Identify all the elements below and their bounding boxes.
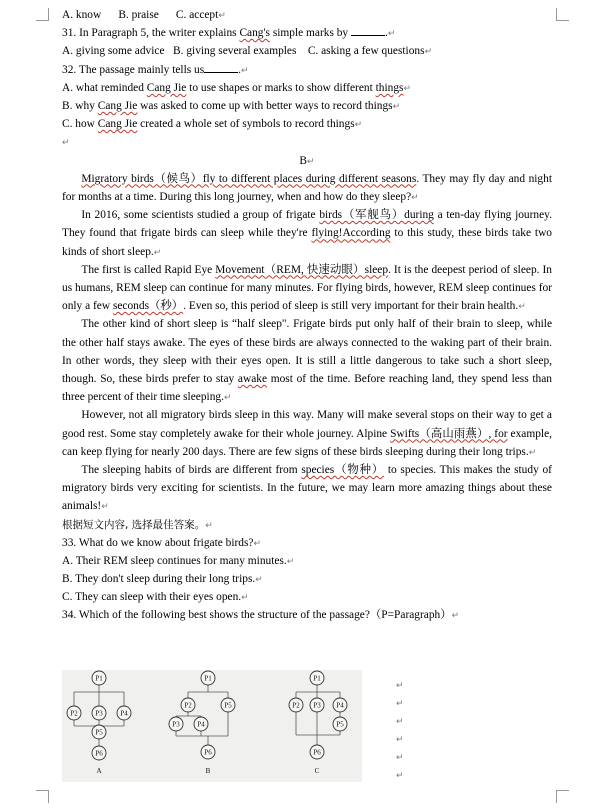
diagram-c-label-p5: P5 — [336, 720, 344, 729]
diagram-b-label-p3: P3 — [172, 720, 180, 729]
diagram-a-caption: A — [96, 767, 102, 775]
diagram-b-label-p5: P5 — [224, 701, 232, 710]
q32-option-a: A. what reminded Cang Jie to use shapes or marks to show different things↵ — [62, 81, 412, 94]
empty-line: ↵ — [62, 137, 70, 148]
q32-stem: 32. The passage mainly tells us .↵ — [62, 63, 249, 76]
diagram-a-label-p5: P5 — [95, 728, 103, 737]
diagram-b-label-p6: P6 — [204, 748, 212, 757]
paragraph-6: The sleeping habits of birds are different from species（物种） to species. This makes the study of migratory birds very exciting for scientists. In the future, we may learn more amazing things about these animals!↵ — [62, 463, 552, 513]
diagram-b-caption: B — [205, 767, 211, 775]
document-body — [62, 6, 552, 625]
diagram-c-label-p1: P1 — [313, 674, 321, 683]
diagram-b-label-p2: P2 — [184, 701, 192, 710]
q34-stem: 34. Which of the following best shows the structure of the passage?（P=Paragraph）↵ — [62, 609, 460, 622]
section-heading-b: B↵ — [299, 154, 315, 167]
answer-blank — [351, 25, 385, 36]
margin-corner-bottom-right — [556, 790, 569, 803]
paragraph-3: The first is called Rapid Eye Movement（REM, 快速动眼）sleep. It is the deepest period of sleep. In us humans, REM sleep can continue for many minutes. For flying birds, however, REM sleep continues for only a few seconds（秒）. Even so, this period of sleep is still very important for their brain health.↵ — [62, 263, 552, 313]
diagram-a-label-p1: P1 — [95, 674, 103, 683]
diagram-c-label-p4: P4 — [336, 701, 344, 710]
structure-diagrams — [62, 670, 362, 782]
q31-stem: 31. In Paragraph 5, the writer explains Cang's simple marks by .↵ — [62, 27, 396, 40]
diagram-c-label-p6: P6 — [313, 748, 321, 757]
diagram-a-label-p2: P2 — [70, 709, 78, 718]
instruction: 根据短文内容, 选择最佳答案。↵ — [62, 518, 213, 531]
paragraph-marks: ↵ ↵ ↵ ↵ ↵ ↵ — [396, 680, 404, 780]
q31-options: A. giving some advice B. giving several examples C. asking a few questions↵ — [62, 45, 433, 58]
q32-option-b: B. why Cang Jie was asked to come up with better ways to record things↵ — [62, 99, 401, 112]
diagram-c-label-p2: P2 — [292, 701, 300, 710]
paragraph-5: However, not all migratory birds sleep in this way. Many will make several stops on their way to get a good rest. Some stay completely awake for their whole journey. Alpine Swifts（高山雨燕）, for example, can keep flying for nearly 200 days. There are few signs of these birds sleeping during their long trips.↵ — [62, 409, 552, 458]
margin-corner-top-left — [36, 8, 49, 21]
diagram-c-caption: C — [314, 767, 320, 775]
q33-option-a: A. Their REM sleep continues for many minutes.↵ — [62, 554, 295, 567]
paragraph-2: In 2016, some scientists studied a group of frigate birds（军舰鸟）during a ten-day flying journey. They found that frigate birds can sleep while they're flying!According to this study, these birds take two kinds of short sleep.↵ — [62, 209, 552, 258]
structure-diagram-svg — [62, 670, 362, 782]
answer-blank — [204, 62, 238, 73]
diagram-a-label-p6: P6 — [95, 749, 103, 758]
paragraph-4: The other kind of short sleep is “half sleep". Frigate birds put only half of their brain to sleep, while the other half stays awake. The eyes of these birds are always connected to the waking part of their brain. In other words, they sleep with their eyes open. It is still a little dangerous to take such a short sleep, though. So, these birds prefer to stay awake most of the time. Before reaching land, they spend less than three percent of their time sleeping.↵ — [62, 318, 552, 404]
margin-corner-bottom-left — [36, 790, 49, 803]
paragraph-1: Migratory birds（候鸟）fly to different places during different seasons. They may fly day and night for months at a time. During this long journey, when and how do they sleep?↵ — [62, 172, 552, 203]
q33-stem: 33. What do we know about frigate birds?↵ — [62, 536, 262, 549]
diagram-b-label-p1: P1 — [204, 674, 212, 683]
diagram-a-label-p4: P4 — [120, 709, 128, 718]
q33-option-c: C. They can sleep with their eyes open.↵ — [62, 591, 249, 604]
diagram-c-label-p3: P3 — [313, 701, 321, 710]
q30-options: A. know B. praise C. accept↵ — [62, 9, 226, 21]
diagram-b-label-p4: P4 — [197, 720, 205, 729]
diagram-a-label-p3: P3 — [95, 709, 103, 718]
margin-corner-top-right — [556, 8, 569, 21]
q32-option-c: C. how Cang Jie created a whole set of symbols to record things↵ — [62, 118, 363, 131]
q33-option-b: B. They don't sleep during their long trips.↵ — [62, 573, 263, 586]
